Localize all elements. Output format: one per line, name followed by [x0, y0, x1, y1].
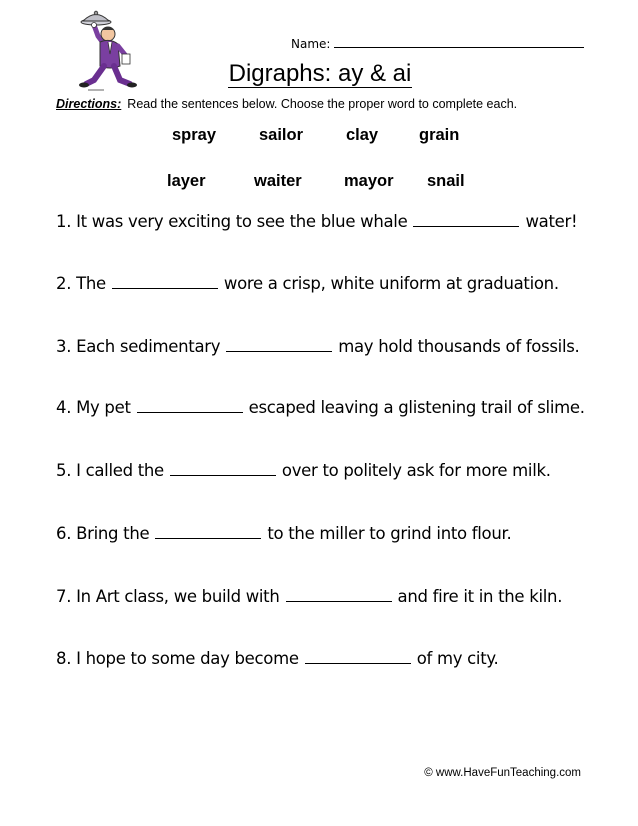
directions-label: Directions:: [56, 97, 122, 111]
question-text-after: wore a crisp, white uniform at graduation.: [223, 274, 559, 293]
word-bank-item: mayor: [344, 172, 394, 190]
name-blank[interactable]: [334, 36, 584, 48]
question-8: [56, 649, 498, 668]
name-field[interactable]: [291, 36, 584, 51]
question-text-before: 3. Each sedimentary: [56, 337, 221, 356]
word-bank-item: clay: [346, 126, 379, 144]
answer-blank[interactable]: [286, 589, 392, 602]
name-label: Name:: [291, 37, 331, 51]
directions-text: Read the sentences below. Choose the proper word to complete each.: [127, 97, 518, 111]
word-bank-item: waiter: [254, 172, 302, 190]
question-text-before: 8. I hope to some day become: [56, 649, 299, 668]
question-4: [56, 398, 585, 417]
answer-blank[interactable]: [137, 400, 243, 413]
word-bank-item: snail: [427, 172, 465, 190]
question-6: [56, 524, 511, 543]
worksheet-title: Digraphs: ay & ai: [228, 60, 412, 87]
answer-blank[interactable]: [112, 276, 218, 289]
question-7: [56, 587, 562, 606]
question-text-before: 6. Bring the: [56, 524, 150, 543]
question-text-before: 1. It was very exciting to see the blue whale: [56, 212, 408, 231]
question-text-before: 5. I called the: [56, 461, 164, 480]
answer-blank[interactable]: [226, 339, 332, 352]
worksheet-title-container: [0, 60, 638, 88]
directions: [56, 97, 517, 111]
answer-blank[interactable]: [413, 214, 519, 227]
question-text-before: 4. My pet: [56, 398, 131, 417]
question-text-after: to the miller to grind into flour.: [267, 524, 512, 543]
question-text-after: of my city.: [416, 649, 499, 668]
word-bank-item: spray: [172, 126, 217, 144]
question-text-after: and fire it in the kiln.: [397, 587, 563, 606]
question-5: [56, 461, 551, 480]
question-text-after: may hold thousands of fossils.: [338, 337, 580, 356]
question-2: [56, 274, 559, 293]
word-bank-item: layer: [167, 172, 206, 190]
question-text-after: over to politely ask for more milk.: [281, 461, 551, 480]
question-3: [56, 337, 579, 356]
question-text-after: water!: [525, 212, 578, 231]
word-bank-item: sailor: [259, 126, 304, 144]
answer-blank[interactable]: [155, 526, 261, 539]
word-bank-item: grain: [419, 126, 460, 144]
answer-blank[interactable]: [170, 463, 276, 476]
answer-blank[interactable]: [305, 651, 411, 664]
copyright-footer: © www.HaveFunTeaching.com: [424, 767, 581, 779]
question-text-before: 2. The: [56, 274, 106, 293]
question-1: [56, 212, 577, 231]
question-text-before: 7. In Art class, we build with: [56, 587, 280, 606]
question-text-after: escaped leaving a glistening trail of slime.: [248, 398, 585, 417]
